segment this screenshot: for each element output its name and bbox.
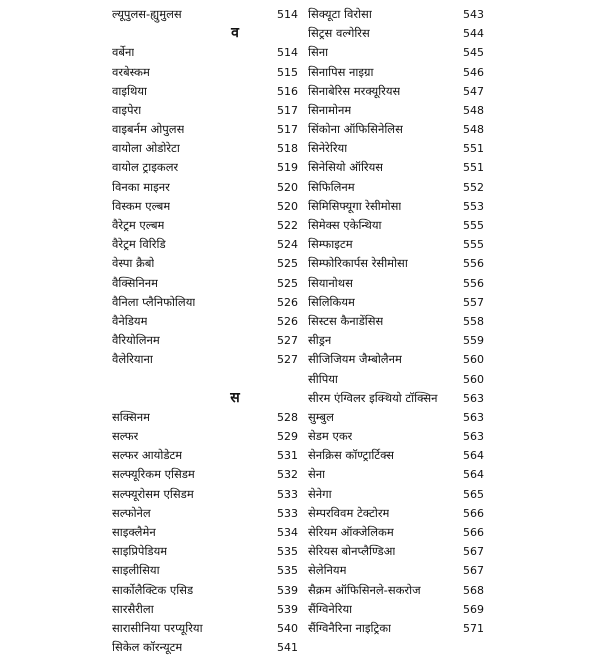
index-entry [308,274,484,293]
entry-page-number: 551 [463,142,484,156]
entry-term: सीजिजियम जैम्बोलैनम [308,352,402,367]
index-entry [112,485,298,504]
entry-term: सक्सिनम [112,409,150,424]
entry-page-number: 534 [277,526,298,540]
entry-term: विस्कम एल्बम [112,198,171,213]
index-entry [308,254,484,273]
entry-page-number: 527 [277,334,298,348]
index-entry [308,24,484,43]
index-entry [112,523,298,542]
index-entry [112,82,298,101]
entry-term: सेनक्रिस कॉण्ट्रार्टिक्स [308,448,395,463]
entry-term: सिलिकियम [308,294,355,309]
entry-page-number: 533 [277,487,298,501]
entry-term: वरबेस्कम [112,64,150,79]
entry-term: सल्फर आयोडेटम [112,448,183,463]
entry-page-number: 555 [463,238,484,252]
index-entry [112,159,298,178]
entry-page-number: 540 [277,621,298,635]
entry-page-number: 543 [463,7,484,21]
entry-page-number: 526 [277,295,298,309]
section-spacer [112,370,298,389]
entry-page-number: 517 [277,123,298,137]
entry-term: सिमेक्स एकेन्थिया [308,218,382,233]
entry-term: सारासीनिया परप्यूरिया [112,620,203,635]
entry-term: सिनेरेरिया [308,141,348,156]
index-entry [308,408,484,427]
entry-term: सिनेसियो ऑरियस [308,160,384,175]
entry-page-number: 515 [277,65,298,79]
index-entry [308,293,484,312]
index-entry [308,82,484,101]
index-entry [308,331,484,350]
entry-page-number: 524 [277,238,298,252]
index-entry [112,139,298,158]
entry-term: सीपिया [308,371,338,386]
entry-term: सेम्परविवम टेक्टोरम [308,505,390,520]
index-entry [308,197,484,216]
entry-term: वैलेरियाना [112,352,153,367]
entry-term: सेडम एकर [308,429,353,444]
index-entry [112,120,298,139]
entry-page-number: 545 [463,46,484,60]
entry-page-number: 535 [277,564,298,578]
entry-page-number: 568 [463,583,484,597]
index-entry [112,600,298,619]
index-entry [308,619,484,638]
entry-term: सिस्टस कैनाडेंसिस [308,313,384,328]
entry-term: सिनामोनम [308,102,352,117]
index-entry [308,63,484,82]
index-entry [112,446,298,465]
index-entry [308,216,484,235]
entry-page-number: 566 [463,526,484,540]
entry-term: सिट्रस वल्गेरिस [308,26,370,41]
entry-term: सार्कोलैक्टिक एसिड [112,582,194,597]
index-entry [112,216,298,235]
entry-page-number: 541 [277,641,298,655]
entry-term: सेरियस बोनप्लैण्डिआ [308,544,396,559]
index-entry [112,619,298,638]
entry-page-number: 525 [277,276,298,290]
index-entry [112,638,298,657]
index-entry [308,101,484,120]
index-entry [308,427,484,446]
entry-term: वैरेट्रम विरिडि [112,237,166,252]
index-entry [308,350,484,369]
section-letter-heading: स [230,389,240,406]
index-entry [112,542,298,561]
index-entry [308,43,484,62]
entry-page-number: 528 [277,410,298,424]
entry-page-number: 518 [277,142,298,156]
entry-term: वेस्पा क्रैबो [112,256,155,271]
entry-page-number: 531 [277,449,298,463]
index-entry [308,485,484,504]
entry-page-number: 567 [463,564,484,578]
index-entry [308,312,484,331]
index-entry [112,235,298,254]
entry-page-number: 567 [463,545,484,559]
index-entry [112,408,298,427]
entry-page-number: 539 [277,583,298,597]
index-entry [308,542,484,561]
entry-page-number: 532 [277,468,298,482]
index-entry [308,235,484,254]
entry-page-number: 560 [463,372,484,386]
index-entry [112,350,298,369]
index-entry [308,389,484,408]
entry-term: साइप्रिपेडियम [112,544,168,559]
index-entry [308,178,484,197]
entry-term: सीड्रन [308,333,332,348]
entry-page-number: 533 [277,506,298,520]
entry-term: सिम्फोरिकार्पस रेसीमोसा [308,256,408,271]
index-entry [112,312,298,331]
entry-page-number: 560 [463,353,484,367]
entry-page-number: 520 [277,180,298,194]
entry-page-number: 535 [277,545,298,559]
entry-page-number: 569 [463,602,484,616]
right-index-column [308,5,484,638]
entry-term: वायोला ओडोरेटा [112,141,180,156]
entry-term: सल्फ्यूरोसम एसिडम [112,486,194,501]
index-entry [112,466,298,485]
index-entry [308,446,484,465]
entry-page-number: 564 [463,449,484,463]
entry-term: सारसैरीला [112,601,154,616]
entry-term: सल्फ्यूरिकम एसिडम [112,467,195,482]
entry-page-number: 571 [463,621,484,635]
entry-page-number: 526 [277,314,298,328]
entry-page-number: 544 [463,27,484,41]
index-entry [308,139,484,158]
entry-term: वैरियोलिनम [112,333,160,348]
index-entry [112,197,298,216]
entry-term: सेलेनियम [308,563,347,578]
entry-term: सल्फर [112,429,139,444]
index-entry [112,274,298,293]
entry-page-number: 514 [277,46,298,60]
entry-page-number: 520 [277,199,298,213]
entry-page-number: 564 [463,468,484,482]
entry-term: वैनिला प्लैनिफोलिया [112,294,196,309]
index-entry [308,581,484,600]
entry-term: सैक्रम ऑफिसिनले-सकरोज [308,582,421,597]
index-entry [112,43,298,62]
index-entry [112,293,298,312]
entry-page-number: 566 [463,506,484,520]
entry-term: सिफिलिनम [308,179,355,194]
entry-term: वाइथिया [112,83,147,98]
entry-term: वायोल ट्राइकलर [112,160,179,175]
entry-page-number: 517 [277,103,298,117]
section-letter-heading: व [231,25,239,42]
entry-page-number: 551 [463,161,484,175]
entry-term: सुम्बुल [308,409,334,424]
entry-term: सिमिसिफ्यूगा रेसीमोसा [308,198,402,213]
entry-page-number: 546 [463,65,484,79]
entry-term: सिनापिस नाइग्रा [308,64,374,79]
index-entry [308,466,484,485]
index-entry [112,63,298,82]
entry-page-number: 547 [463,84,484,98]
entry-page-number: 522 [277,219,298,233]
entry-term: सेरियम ऑक्जेलिकम [308,525,394,540]
entry-page-number: 558 [463,314,484,328]
entry-term: वाइपेरा [112,102,142,117]
entry-page-number: 557 [463,295,484,309]
index-entry [112,331,298,350]
index-entry [112,5,298,24]
index-entry [308,523,484,542]
entry-page-number: 556 [463,257,484,271]
index-entry [308,504,484,523]
entry-term: सिना [308,45,329,60]
entry-page-number: 555 [463,219,484,233]
index-entry [112,504,298,523]
index-entry [112,427,298,446]
index-entry [112,254,298,273]
index-entry [112,178,298,197]
entry-page-number: 563 [463,391,484,405]
entry-page-number: 552 [463,180,484,194]
entry-page-number: 563 [463,410,484,424]
entry-term: वाइबर्नम ओपुलस [112,122,185,137]
entry-term: सियानोथस [308,275,353,290]
entry-page-number: 514 [277,7,298,21]
entry-page-number: 527 [277,353,298,367]
entry-term: सेनेगा [308,486,332,501]
index-entry [308,370,484,389]
entry-page-number: 548 [463,103,484,117]
entry-page-number: 563 [463,430,484,444]
entry-page-number: 548 [463,123,484,137]
index-entry [112,581,298,600]
entry-page-number: 559 [463,334,484,348]
entry-term: वैनेडियम [112,313,148,328]
entry-term: विनका माइनर [112,179,170,194]
entry-page-number: 553 [463,199,484,213]
index-entry [308,561,484,580]
entry-term: वैरेट्रम एल्बम [112,218,165,233]
index-entry [308,120,484,139]
left-index-column [112,5,298,657]
entry-page-number: 565 [463,487,484,501]
entry-term: साइक्लैमेन [112,525,156,540]
index-entry [308,5,484,24]
entry-term: सिकेल कॉरन्यूटम [112,640,183,655]
entry-page-number: 529 [277,430,298,444]
entry-term: सीरम एंग्विलर इक्थियो टॉक्सिन [308,390,438,405]
entry-term: सिंकोना ऑफिसिनेलिस [308,122,403,137]
entry-term: सैंग्विनेरिया [308,601,353,616]
entry-term: सिक्यूटा विरोसा [308,6,372,21]
entry-page-number: 539 [277,602,298,616]
entry-term: सैंग्विनैरिना नाइट्रिका [308,620,392,635]
entry-term: सिनाबेरिस मरक्यूरियस [308,83,401,98]
entry-term: सिम्फाइटम [308,237,353,252]
entry-term: वैक्सिनिनम [112,275,158,290]
entry-term: वर्बेना [112,45,135,60]
index-entry [112,101,298,120]
entry-term: सल्फोनेल [112,505,151,520]
index-entry [308,159,484,178]
index-entry [308,600,484,619]
entry-page-number: 525 [277,257,298,271]
entry-term: सेना [308,467,326,482]
entry-term: साइलीसिया [112,563,160,578]
index-entry [112,561,298,580]
entry-page-number: 556 [463,276,484,290]
entry-term: ल्यूपुलस-ह्युमुलस [112,6,182,21]
entry-page-number: 519 [277,161,298,175]
entry-page-number: 516 [277,84,298,98]
